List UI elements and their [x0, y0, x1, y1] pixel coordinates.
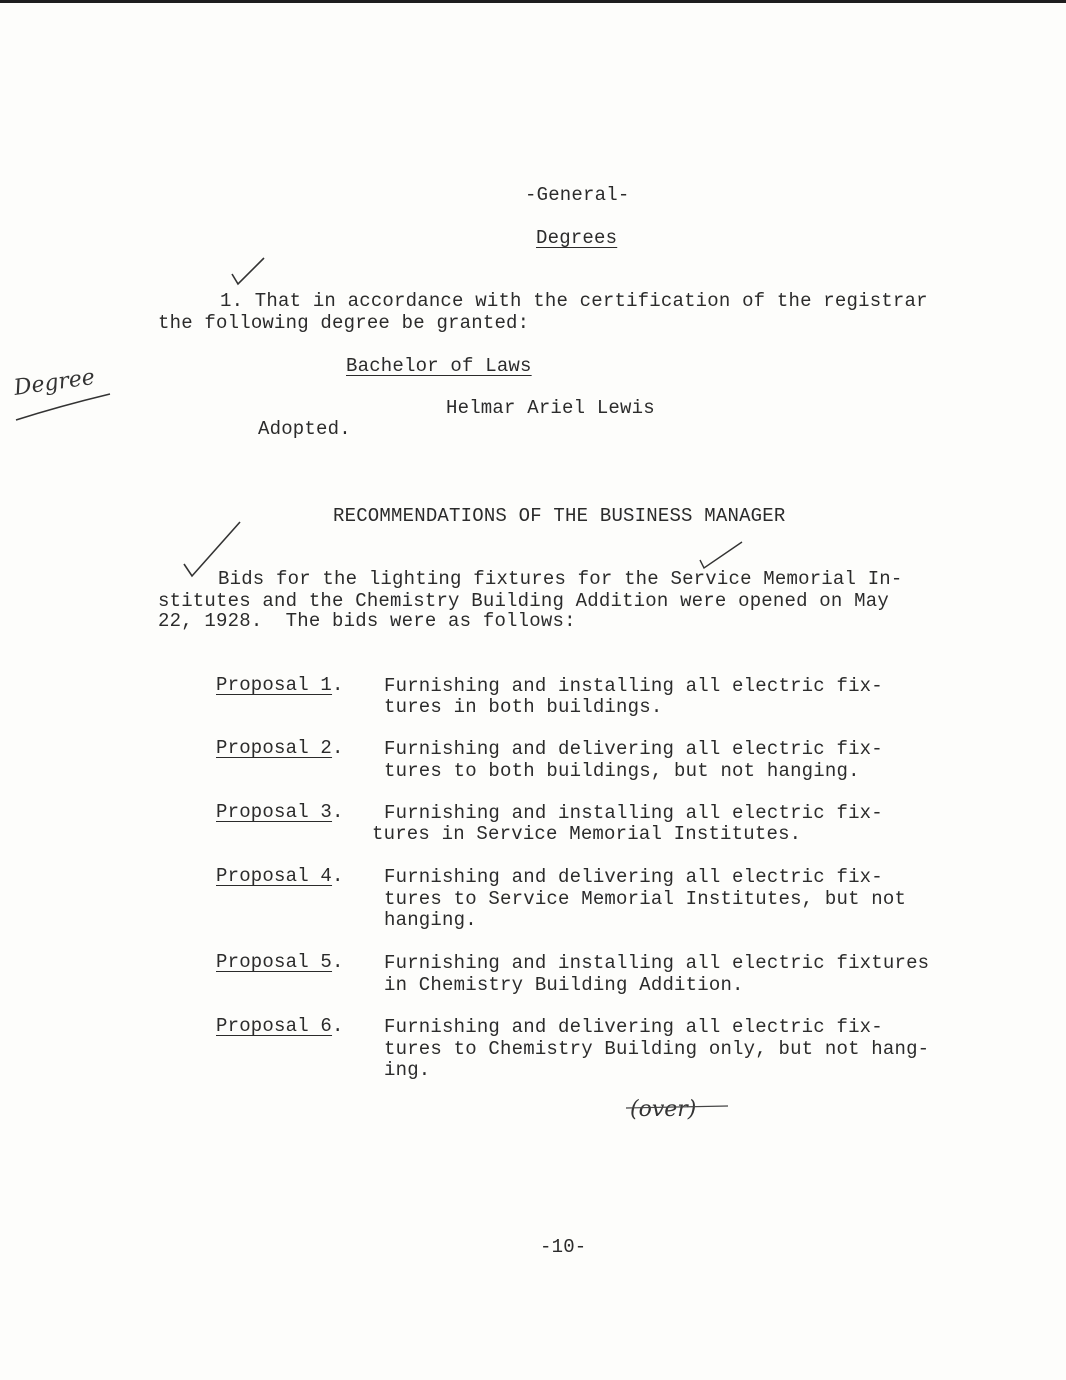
proposal-line: Furnishing and installing all electric fixtures — [384, 952, 930, 974]
checkmark-icon — [696, 538, 746, 572]
item1-line2: the following degree be granted: — [158, 312, 530, 334]
proposal-line: in Chemistry Building Addition. — [384, 974, 744, 996]
proposal-line: tures in Service Memorial Institutes. — [372, 823, 802, 845]
proposal-label: Proposal 1. — [216, 674, 344, 696]
adopted-note: Adopted. — [258, 418, 351, 440]
margin-note-degree — [10, 360, 120, 430]
proposal-line: Furnishing and delivering all electric fix- — [384, 738, 883, 760]
proposal-label: Proposal 3. — [216, 801, 344, 823]
proposal-label: Proposal 5. — [216, 951, 344, 973]
proposal-label: Proposal 6. — [216, 1015, 344, 1037]
business-manager-heading: RECOMMENDATIONS OF THE BUSINESS MANAGER — [333, 505, 786, 527]
bids-line3: 22, 1928. The bids were as follows: — [158, 610, 576, 632]
degree-name: Bachelor of Laws — [346, 355, 532, 377]
general-heading: -General- — [525, 184, 630, 206]
page-number: -10- — [540, 1236, 587, 1258]
over-note — [624, 1086, 734, 1134]
proposal-line: ing. — [384, 1059, 431, 1081]
proposal-line: tures to Service Memorial Institutes, but not — [384, 888, 907, 910]
proposal-line: tures in both buildings. — [384, 696, 663, 718]
checkmark-icon — [228, 256, 268, 288]
proposal-line: Furnishing and installing all electric fix- — [384, 802, 883, 824]
recipient-name: Helmar Ariel Lewis — [446, 397, 655, 419]
proposal-line: tures to both buildings, but not hanging. — [384, 760, 860, 782]
proposal-line: Furnishing and delivering all electric fix- — [384, 866, 883, 888]
proposal-line: tures to Chemistry Building only, but not hang- — [384, 1038, 930, 1060]
bids-line2: stitutes and the Chemistry Building Addition were opened on May — [158, 590, 889, 612]
proposal-line: Furnishing and delivering all electric fix- — [384, 1016, 883, 1038]
proposal-line: hanging. — [384, 909, 477, 931]
page-top-edge — [0, 0, 1066, 3]
degrees-heading: Degrees — [536, 227, 618, 249]
proposal-line: Furnishing and installing all electric fix- — [384, 675, 883, 697]
proposal-label: Proposal 4. — [216, 865, 344, 887]
over-note-text: (over) — [630, 1097, 697, 1122]
proposal-label: Proposal 2. — [216, 737, 344, 759]
item1-line1: 1. That in accordance with the certification of the registrar — [220, 290, 928, 312]
bids-line1: Bids for the lighting fixtures for the Service Memorial In- — [218, 568, 903, 590]
margin-note-text: Degree — [12, 364, 97, 401]
